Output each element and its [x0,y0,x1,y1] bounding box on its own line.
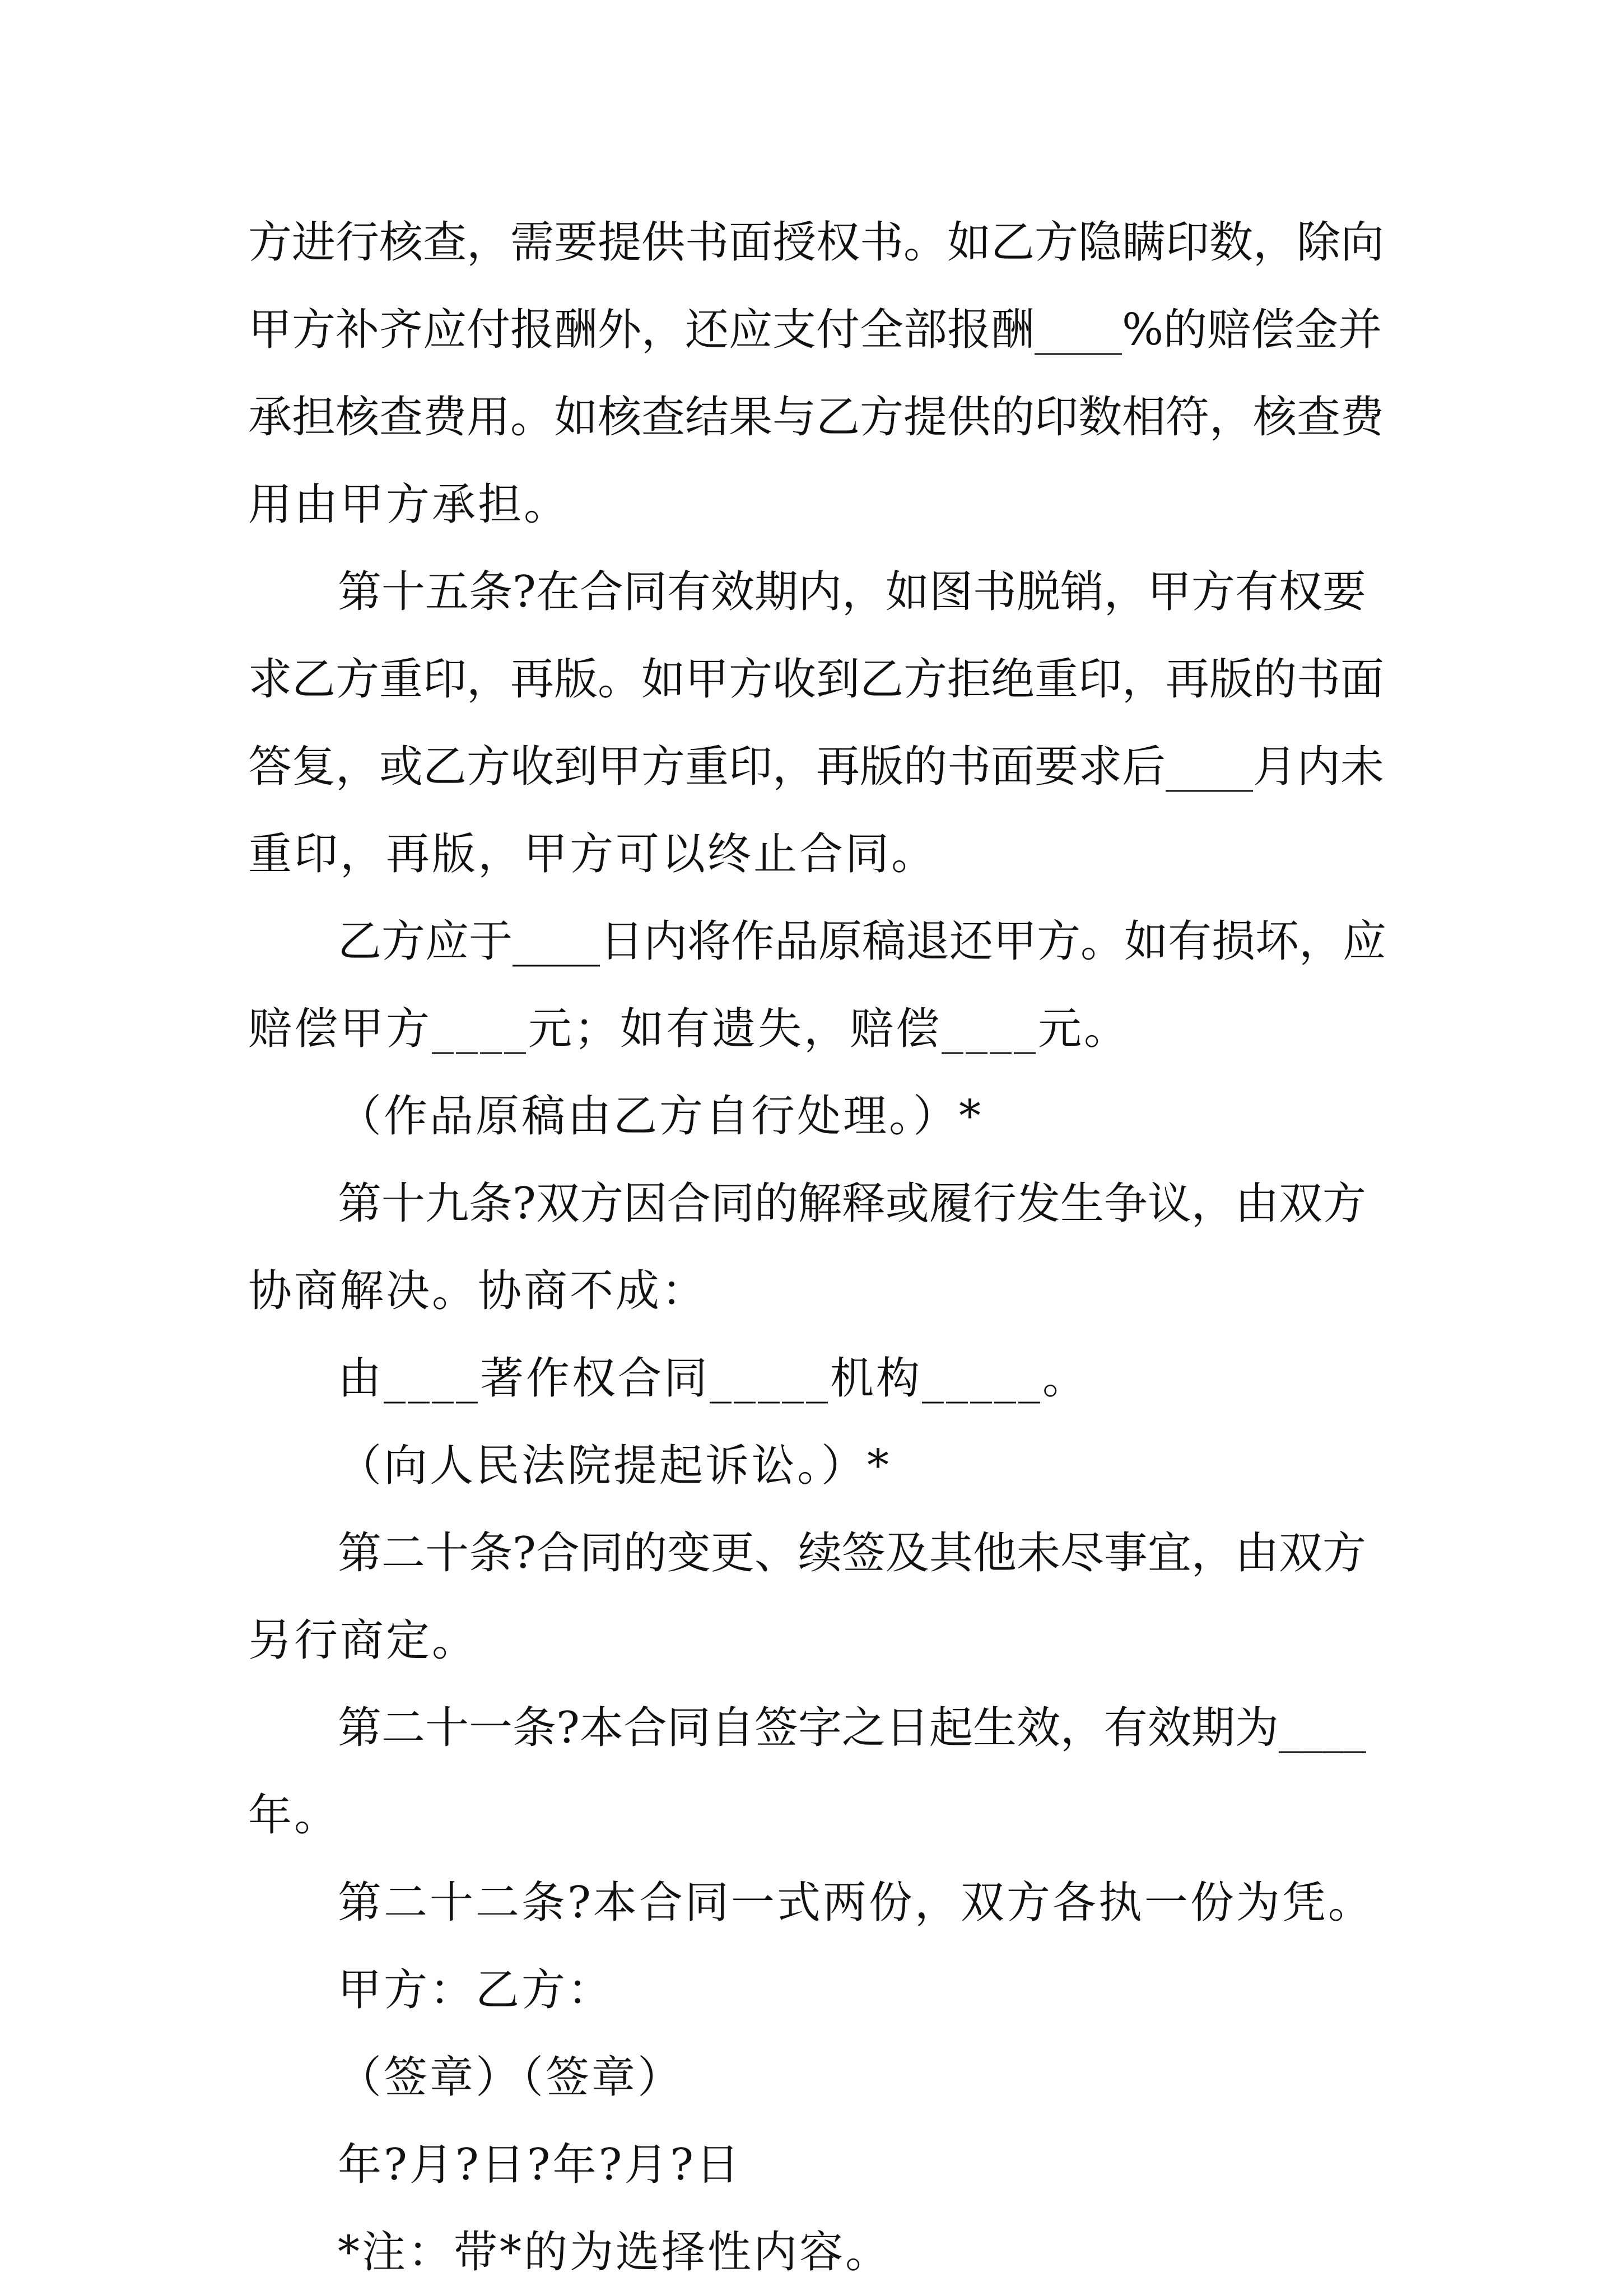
document-line: （签章）（签章） [338,2052,684,2103]
document-line: 年?月?日?年?月?日 [338,2140,742,2190]
document-line: 用由甲方承担。 [248,479,570,530]
document-line: 重印，再版，甲方可以终止合同。 [248,829,938,879]
document-line: 甲方补齐应付报酬外，还应支付全部报酬____%的赔偿金并 [248,305,1382,355]
document-line: 第二十条?合同的变更、续签及其他未尽事宜，由双方 [338,1528,1366,1578]
document-line: （向人民法院提起诉讼。）* [338,1441,892,1491]
document-line: 第二十二条?本合同一式两份，双方各执一份为凭。 [338,1878,1374,1928]
document-line: 年。 [248,1790,341,1841]
document-line: 答复，或乙方收到甲方重印，再版的书面要求后____月内未 [248,742,1385,792]
document-line: *注：带*的为选择性内容。 [338,2227,892,2278]
document-line: 另行商定。 [248,1615,478,1666]
document-line: 第十九条?双方因合同的解释或履行发生争议，由双方 [338,1179,1366,1229]
document-line: 方进行核查，需要提供书面授权书。如乙方隐瞒印数，除向 [248,217,1385,268]
document-line: 第十五条?在合同有效期内，如图书脱销，甲方有权要 [338,567,1366,617]
document-line: 乙方应于____日内将作品原稿退还甲方。如有损坏，应 [338,916,1387,967]
document-line: （作品原稿由乙方自行处理。）* [338,1091,984,1142]
document-line: 由____著作权合同_____机构_____。 [338,1353,1089,1404]
document-body [248,199,1387,2296]
document-line: 求乙方重印，再版。如甲方收到乙方拒绝重印，再版的书面 [248,654,1385,705]
document-line: 甲方：乙方： [338,1965,614,2015]
document-line: 赔偿甲方____元；如有遗失，赔偿____元。 [248,1004,1130,1054]
document-line: 承担核查费用。如核查结果与乙方提供的印数相符，核查费 [248,392,1385,443]
document-line: 协商解决。协商不成： [248,1266,708,1316]
document-line: 第二十一条?本合同自签字之日起生效，有效期为____ [338,1703,1366,1753]
